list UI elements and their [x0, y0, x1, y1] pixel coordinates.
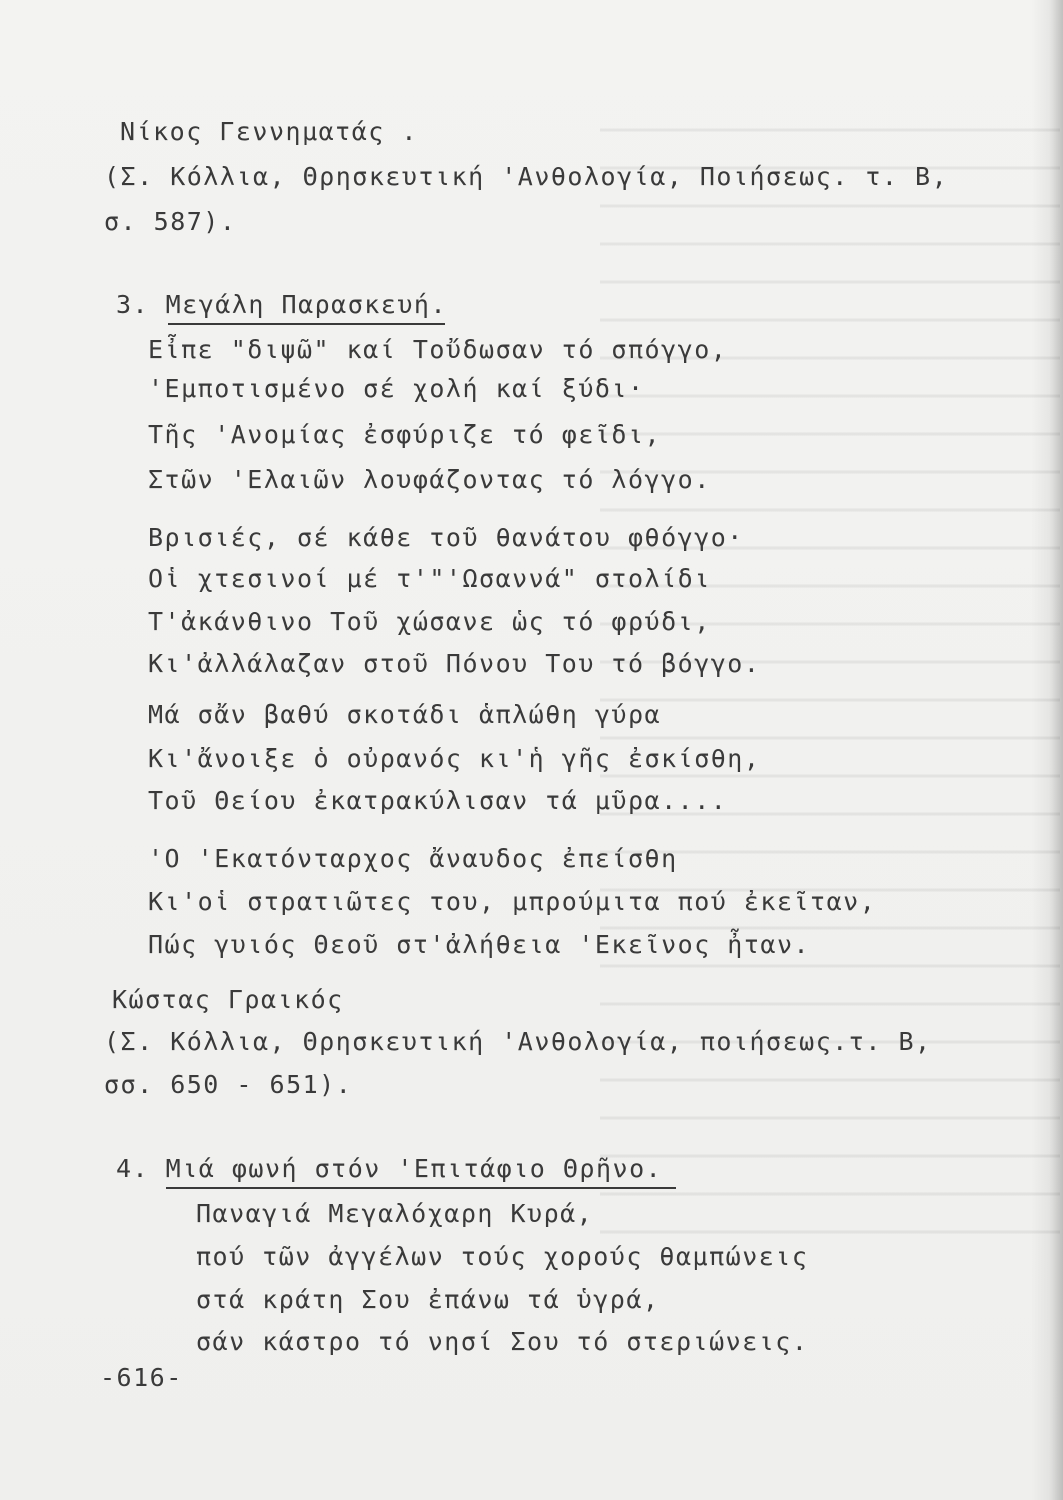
poem-line: Κι'οἱ στρατιῶτες του, μπρούμιτα πού ἐκεῖταν, [148, 887, 877, 916]
poem-line: Βρισιές, σέ κάθε τοῦ θανάτου φθόγγο· [148, 523, 744, 552]
citation-line: (Σ. Κόλλια, Θρησκευτική 'Ανθολογία, ποιήσεως.τ. Β, [104, 1027, 932, 1056]
poem-line: Κι'ἄνοιξε ὁ οὐρανός κι'ἡ γῆς ἐσκίσθη, [148, 744, 761, 773]
poem-line: Τ'ἀκάνθινο Τοῦ χώσανε ὡς τό φρύδι, [148, 607, 711, 636]
poem-line: στά κράτη Σου ἐπάνω τά ὑγρά, [196, 1285, 660, 1314]
poem-line: Παναγιά Μεγαλόχαρη Κυρά, [196, 1199, 594, 1228]
poem-line: Τῆς 'Ανομίας ἐσφύριζε τό φεῖδι, [148, 420, 662, 449]
section-4-heading: 4. Μιά φωνή στόν 'Επιτάφιο Θρῆνο. [116, 1154, 663, 1183]
poem-line: Μά σἄν βαθύ σκοτάδι ἁπλώθη γύρα [148, 700, 662, 729]
page-number: -616- [100, 1363, 183, 1392]
poem-line: Πώς γυιός Θεοῦ στ'ἀλήθεια 'Εκεῖνος ἦταν. [148, 930, 811, 959]
section-3-underline [168, 323, 445, 325]
section-3-heading: 3. Μεγάλη Παρασκευή. [116, 290, 448, 319]
author-line: Νίκος Γεννηματάς . [120, 117, 418, 146]
poem-line: σάν κάστρο τό νησί Σου τό στεριώνεις. [196, 1327, 809, 1356]
author-line: Κώστας Γραικός [112, 985, 344, 1014]
citation-page: σσ. 650 - 651). [104, 1070, 353, 1099]
poem-line: Κι'ἀλλάλαζαν στοῦ Πόνου Του τό βόγγο. [148, 649, 761, 678]
citation-page: σ. 587). [104, 207, 237, 236]
citation-line: (Σ. Κόλλια, Θρησκευτική 'Ανθολογία, Ποιήσεως. τ. Β, [104, 162, 949, 191]
poem-line: Τοῦ Θείου ἐκατρακύλισαν τά μῦρα.... [148, 786, 728, 815]
poem-line: Οἱ χτεσινοί μέ τ'"'Ωσαννά" στολίδι [148, 564, 711, 593]
section-4-underline [166, 1187, 676, 1189]
poem-line: 'Εμποτισμένο σέ χολή καί ξύδι· [148, 374, 645, 403]
poem-line: 'Ο 'Εκατόνταρχος ἄναυδος ἐπείσθη [148, 844, 678, 873]
poem-line: Στῶν 'Ελαιῶν λουφάζοντας τό λόγγο. [148, 465, 711, 494]
poem-line: πού τῶν ἀγγέλων τούς χορούς θαμπώνεις [196, 1242, 809, 1271]
page-edge-shadow [1049, 0, 1063, 1500]
poem-line: Εἶπε "διψῶ" καί Τοὔδωσαν τό σπόγγο, [148, 335, 728, 364]
